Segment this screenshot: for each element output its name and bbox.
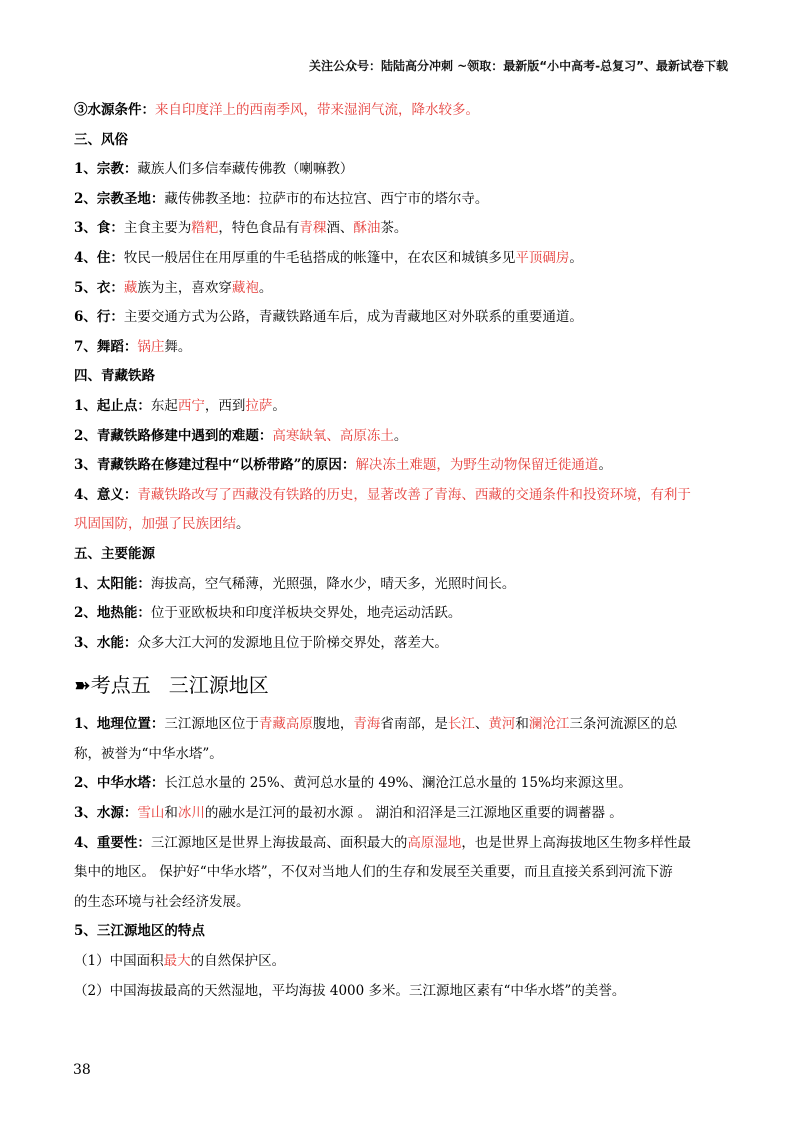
energy-solar (74, 570, 724, 600)
label: 4、意义： (74, 486, 138, 503)
highlight: 拉萨 (245, 397, 273, 414)
highlight: 西宁 (177, 397, 205, 414)
highlight: 黄河 (488, 716, 516, 733)
highlight: 藏袍 (231, 279, 259, 296)
highlight: 青藏高原 (258, 716, 313, 733)
sanjiang-location-cont: 称，被誉为“中华水塔”。 (74, 745, 223, 762)
railway-meaning (74, 481, 724, 511)
water-condition-label: ③水源条件： (74, 102, 155, 118)
text: 。 (569, 249, 583, 266)
text: 主食主要为 (123, 220, 192, 237)
text: 族为主，喜欢穿 (137, 279, 232, 296)
section-energy-heading: 五、主要能源 (74, 545, 155, 562)
text: 藏传佛教圣地：拉萨市的布达拉宫、西宁市的塔尔寺。 (164, 190, 489, 207)
text: 、 (474, 716, 489, 733)
text: 。 (598, 457, 612, 474)
sanjiang-importance (74, 829, 724, 859)
text: 三江源地区是世界上海拔最高、面积最大的 (150, 834, 408, 851)
sanjiang-importance-cont2: 的生态环境与社会经济发展。 (74, 893, 250, 910)
sanjiang-location (74, 710, 724, 740)
section-railway-heading: 四、青藏铁路 (74, 368, 155, 385)
text: 省南部，是 (380, 716, 448, 733)
highlight: 锅庄 (137, 338, 165, 355)
customs-religion (74, 155, 724, 185)
highlight: 酥油 (353, 220, 381, 237)
text: 腹地， (312, 716, 354, 733)
highlight: 平顶碉房 (515, 249, 570, 266)
arrow-icon: ➽ (74, 673, 91, 698)
document-body (74, 96, 724, 1006)
label: 6、行： (74, 309, 124, 326)
label: 3、食： (74, 220, 124, 237)
label: 3、水源： (74, 805, 138, 822)
label: 2、宗教圣地： (74, 190, 165, 207)
label: 1、地理位置： (74, 716, 165, 733)
highlight: 雪山 (137, 805, 165, 822)
customs-dance (74, 333, 724, 363)
label: 4、重要性： (74, 834, 151, 851)
highlight: 长江 (447, 716, 475, 733)
text: 海拔高，空气稀薄，光照强，降水少，晴天多，光照时间长。 (150, 575, 516, 592)
text: 舞。 (164, 338, 192, 355)
highlight: 高原湿地 (407, 834, 462, 851)
text: 众多大江大河的发源地且位于阶梯交界处，落差大。 (137, 634, 448, 651)
text: 和 (164, 805, 178, 822)
text: 三江源地区位于 (164, 716, 259, 733)
label: 3、青藏铁路在修建过程中“以桥带路”的原因： (74, 457, 356, 474)
customs-food (74, 214, 724, 244)
highlight: 糌粑 (191, 220, 219, 237)
highlight: 最大 (163, 953, 191, 970)
label: 1、宗教： (74, 161, 138, 178)
text: （1）中国面积 (74, 953, 164, 970)
label: 1、起止点： (74, 397, 151, 414)
text: 长江总水量的 25%、黄河总水量的 49%、澜沧江总水量的 15%均来源这里。 (164, 775, 632, 792)
text: ，西到 (204, 397, 246, 414)
customs-clothing (74, 274, 724, 304)
highlight: 藏 (123, 279, 138, 296)
energy-hydro (74, 629, 724, 659)
text: 东起 (150, 397, 178, 414)
text: 。 (393, 427, 408, 444)
text: 和 (515, 716, 529, 733)
label: 7、舞蹈： (74, 338, 138, 355)
label: 2、青藏铁路修建中遇到的难题： (74, 427, 273, 444)
water-condition (74, 96, 724, 126)
highlight: 解决冻土难题，为野生动物保留迁徙通道 (355, 457, 599, 474)
page-header: 关注公众号：陆陆高分冲刺 ~领取：最新版“小中高考-总复习”、最新试卷下载 (309, 59, 728, 73)
label: 3、水能： (74, 634, 138, 651)
text: ，也是世界上高海拔地区生物多样性最 (461, 834, 691, 851)
water-condition-text: 来自印度洋上的西南季风，带来湿润气流，降水较多。 (155, 102, 479, 118)
customs-holy-place (74, 185, 724, 215)
sanjiang-features-heading: 5、三江源地区的特点 (74, 923, 205, 940)
label: 5、衣： (74, 279, 124, 296)
railway-meaning-cont (74, 510, 724, 540)
highlight: 青稞 (299, 220, 327, 237)
text: 藏族人们多信奉藏传佛教（喇嘛教） (137, 161, 354, 178)
label: 2、地热能： (74, 605, 151, 622)
text: ，特色食品有 (218, 220, 300, 237)
highlight: 澜沧江 (528, 716, 570, 733)
text: 。 (236, 516, 250, 533)
label: 4、住： (74, 249, 124, 266)
customs-transport (74, 303, 724, 333)
text: 茶。 (380, 220, 408, 237)
sanjiang-importance-cont: 集中的地区。 保护好“中华水塔”，不仅对当地人们的生存和发展至关重要，而且直接关系到河流下游 (74, 864, 673, 881)
text: 主要交通方式为公路，青藏铁路通车后，成为青藏地区对外联系的重要通道。 (123, 309, 583, 326)
highlight: 高寒缺氧、高原冻土 (272, 427, 394, 444)
text: 的自然保护区。 (190, 953, 286, 970)
energy-geothermal (74, 599, 724, 629)
highlight: 冰川 (177, 805, 205, 822)
railway-difficulty (74, 422, 724, 452)
text: 的融水是江河的最初水源 。 湖泊和沼泽是三江源地区重要的调蓄器 。 (204, 805, 623, 822)
text: 位于亚欧板块和印度洋板块交界处，地壳运动活跃。 (150, 605, 462, 622)
page-number: 38 (73, 1062, 91, 1078)
highlight: 青海 (353, 716, 381, 733)
sanjiang-feature-1 (74, 947, 724, 977)
customs-housing (74, 244, 724, 274)
railway-endpoints (74, 392, 724, 422)
section-customs-heading: 三、风俗 (74, 131, 128, 148)
highlight: 青藏铁路改写了西藏没有铁路的历史，显著改善了青海、西藏的交通条件和投资环境，有利于 (137, 486, 691, 503)
text: 。 (272, 397, 286, 414)
sanjiang-feature-2: （2）中国海拔最高的天然湿地，平均海拔 4000 多米。三江源地区素有“中华水塔”的美誉。 (74, 982, 626, 999)
kaodian-prefix: 考点五 (90, 673, 151, 698)
kaodian-title: 三江源地区 (168, 673, 269, 698)
highlight: 巩固国防，加强了民族团结 (74, 516, 236, 533)
railway-bridge-reason (74, 451, 724, 481)
sanjiang-water-tower (74, 769, 724, 799)
text: 。 (258, 279, 273, 296)
kaodian-heading (74, 670, 724, 700)
text: 牧民一般居住在用厚重的牛毛毡搭成的帐篷中，在农区和城镇多见 (123, 249, 516, 266)
label: 2、中华水塔： (74, 775, 165, 792)
label: 1、太阳能： (74, 575, 151, 592)
text: 三条河流源区的总 (569, 716, 678, 733)
sanjiang-water-source (74, 799, 724, 829)
text: 酒、 (326, 220, 354, 237)
